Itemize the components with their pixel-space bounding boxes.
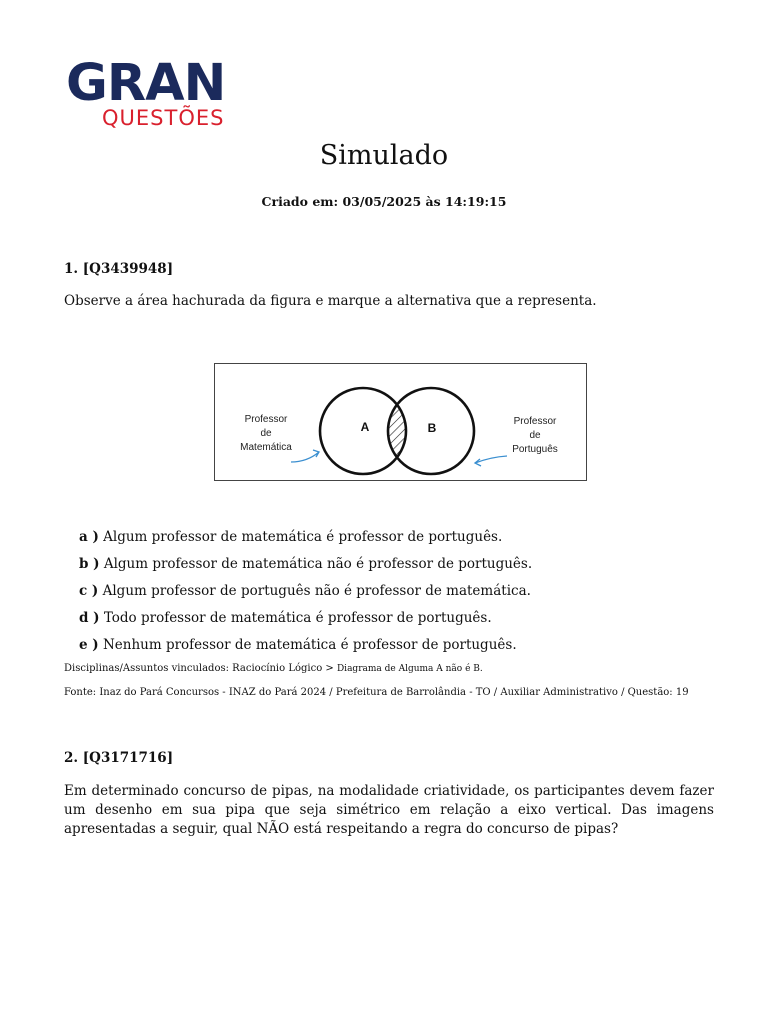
venn-left-label-line3: Matemática — [240, 442, 292, 453]
option-b[interactable] — [79, 555, 532, 582]
venn-set-b-label: B — [427, 421, 437, 435]
option-letter: d ) — [79, 610, 100, 626]
option-a[interactable] — [79, 528, 532, 555]
venn-left-label-line1: Professor — [244, 414, 288, 425]
left-arrow-icon — [291, 452, 319, 462]
question-1-options — [79, 528, 532, 663]
option-text: Algum professor de matemática não é professor de português. — [103, 556, 533, 572]
page-title: Simulado — [319, 140, 449, 171]
logo-questoes-text: QUESTÕES — [102, 106, 225, 130]
question-2-statement: Em determinado concurso de pipas, na modalidade criatividade, os participantes devem fazer um desenho em sua pipa que seja simétrico em relação a eixo vertical. Das imagens apresentadas a seguir, qual NÃO está respeitando a regra do concurso de pipas? — [64, 783, 714, 837]
option-text: Todo professor de matemática é professor de português. — [103, 610, 492, 626]
option-text: Algum professor de português não é professor de matemática. — [102, 583, 531, 599]
created-date: Criado em: 03/05/2025 às 14:19:15 — [261, 194, 507, 209]
logo-gran-text — [66, 54, 226, 113]
option-letter: c ) — [79, 583, 99, 599]
logo-gran-word: GRAN — [66, 54, 226, 113]
option-letter: a ) — [79, 529, 99, 545]
subjects-detail: Diagrama de Alguma A não é B. — [336, 664, 483, 674]
venn-set-a-label: A — [360, 420, 370, 434]
option-e[interactable] — [79, 636, 532, 663]
venn-left-label-line2: de — [260, 428, 272, 439]
venn-right-label-line2: de — [529, 430, 541, 441]
question-1-subjects — [64, 663, 483, 674]
option-c[interactable] — [79, 582, 532, 609]
option-letter: e ) — [79, 637, 99, 653]
option-text: Nenhum professor de matemática é professor de português. — [102, 637, 517, 653]
venn-diagram-svg — [215, 364, 588, 482]
venn-right-label-line1: Professor — [513, 416, 557, 427]
question-1-statement: Observe a área hachurada da figura e marque a alternativa que a representa. — [64, 293, 597, 309]
question-1-source: Fonte: Inaz do Pará Concursos - INAZ do Pará 2024 / Prefeitura de Barrolândia - TO / Auxiliar Administrativo / Questão: 19 — [64, 687, 689, 698]
venn-right-label-line3: Português — [512, 444, 558, 455]
subjects-label: Disciplinas/Assuntos vinculados: Raciocínio Lógico > — [64, 663, 334, 674]
option-text: Algum professor de matemática é professor de português. — [103, 529, 503, 545]
option-d[interactable] — [79, 609, 532, 636]
question-1-heading: 1. [Q3439948] — [64, 261, 174, 277]
venn-diagram-figure — [214, 363, 587, 481]
question-2-heading: 2. [Q3171716] — [64, 750, 174, 766]
option-letter: b ) — [79, 556, 100, 572]
gran-questoes-logo — [66, 54, 238, 134]
